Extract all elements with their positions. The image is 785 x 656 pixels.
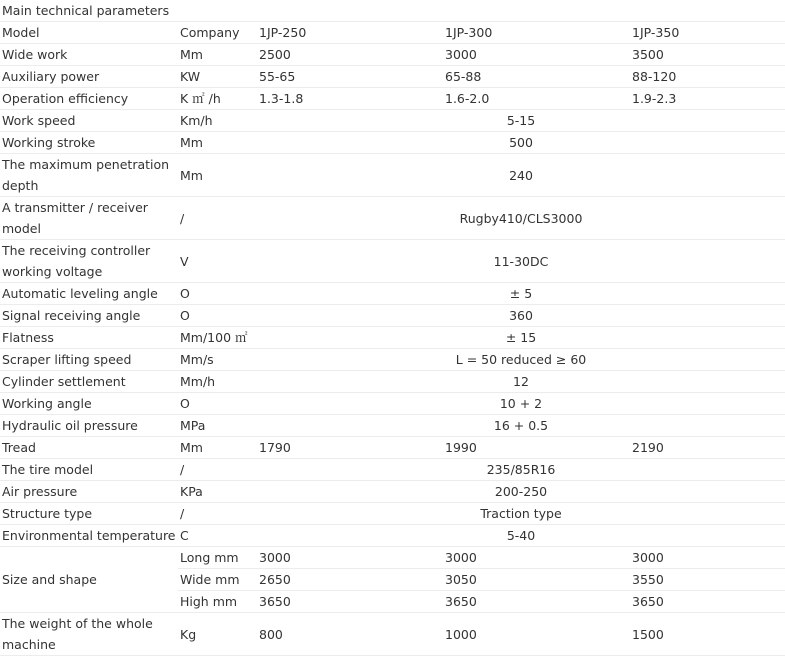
row-value: 1.9-2.3 xyxy=(630,88,785,110)
table-row xyxy=(0,88,785,110)
table-row xyxy=(0,349,785,371)
table-row xyxy=(0,525,785,547)
row-label: Signal receiving angle xyxy=(0,305,178,327)
row-unit: Wide mm xyxy=(178,569,257,591)
table-title: Main technical parameters xyxy=(0,0,785,22)
row-value: 360 xyxy=(257,305,785,327)
row-value: 65-88 xyxy=(443,66,630,88)
row-unit: Km/h xyxy=(178,110,257,132)
table-row xyxy=(0,110,785,132)
row-value: 2650 xyxy=(257,569,443,591)
table-row xyxy=(0,305,785,327)
row-label: Working angle xyxy=(0,393,178,415)
header-row xyxy=(0,22,785,44)
row-unit: V xyxy=(178,240,257,283)
row-unit: KW xyxy=(178,66,257,88)
row-value: 2190 xyxy=(630,437,785,459)
row-value: 3650 xyxy=(630,591,785,613)
table-row xyxy=(0,132,785,154)
table-row xyxy=(0,283,785,305)
row-label: Air pressure xyxy=(0,481,178,503)
row-unit: Long mm xyxy=(178,547,257,569)
row-value: ± 5 xyxy=(257,283,785,305)
row-label: Tread xyxy=(0,437,178,459)
row-unit: Mm xyxy=(178,44,257,66)
table-row xyxy=(0,197,785,240)
row-label: Automatic leveling angle xyxy=(0,283,178,305)
table-row xyxy=(0,415,785,437)
row-value: 3000 xyxy=(443,547,630,569)
row-label: Scraper lifting speed xyxy=(0,349,178,371)
row-unit: Mm/h xyxy=(178,371,257,393)
row-value: 1.6-2.0 xyxy=(443,88,630,110)
row-value: 88-120 xyxy=(630,66,785,88)
row-value: Traction type xyxy=(257,503,785,525)
row-label: Environmental temperature xyxy=(0,525,178,547)
table-row xyxy=(0,481,785,503)
table-row xyxy=(0,547,785,569)
row-value: 3000 xyxy=(257,547,443,569)
row-label: The tire model xyxy=(0,459,178,481)
model-header-1: 1JP-250 xyxy=(257,22,443,44)
table-row xyxy=(0,459,785,481)
table-row xyxy=(0,66,785,88)
row-value: 55-65 xyxy=(257,66,443,88)
row-value: 5-15 xyxy=(257,110,785,132)
table-row xyxy=(0,393,785,415)
row-value: 800 xyxy=(257,613,443,656)
row-label: Wide work xyxy=(0,44,178,66)
row-label: Hydraulic oil pressure xyxy=(0,415,178,437)
row-label: Structure type xyxy=(0,503,178,525)
table-row xyxy=(0,327,785,349)
table-row xyxy=(0,613,785,656)
row-value: 3500 xyxy=(630,44,785,66)
table-row xyxy=(0,240,785,283)
table-row xyxy=(0,154,785,197)
row-unit: KPa xyxy=(178,481,257,503)
row-value: L = 50 reduced ≥ 60 xyxy=(257,349,785,371)
row-unit: Mm xyxy=(178,132,257,154)
row-value: 500 xyxy=(257,132,785,154)
header-unit: Company xyxy=(178,22,257,44)
row-label: The weight of the whole machine xyxy=(0,613,178,656)
model-header-3: 1JP-350 xyxy=(630,22,785,44)
row-unit: O xyxy=(178,283,257,305)
row-unit: K ㎡ /h xyxy=(178,88,257,110)
row-value: 3550 xyxy=(630,569,785,591)
row-value: ± 15 xyxy=(257,327,785,349)
header-label: Model xyxy=(0,22,178,44)
row-value: 235/85R16 xyxy=(257,459,785,481)
row-unit: Mm xyxy=(178,437,257,459)
row-unit: Kg xyxy=(178,613,257,656)
row-label: The receiving controller working voltage xyxy=(0,240,178,283)
row-value: 1500 xyxy=(630,613,785,656)
row-value: 3650 xyxy=(443,591,630,613)
row-unit: High mm xyxy=(178,591,257,613)
row-label: Operation efficiency xyxy=(0,88,178,110)
row-value: 3000 xyxy=(443,44,630,66)
row-value: 1990 xyxy=(443,437,630,459)
row-label: A transmitter / receiver model xyxy=(0,197,178,240)
row-unit: / xyxy=(178,503,257,525)
table-row xyxy=(0,44,785,66)
table-row xyxy=(0,371,785,393)
row-value: 1000 xyxy=(443,613,630,656)
row-unit: Mm xyxy=(178,154,257,197)
size-label: Size and shape xyxy=(0,547,178,613)
row-value: 200-250 xyxy=(257,481,785,503)
row-label: The maximum penetration depth xyxy=(0,154,178,197)
row-value: 240 xyxy=(257,154,785,197)
row-unit: MPa xyxy=(178,415,257,437)
row-label: Working stroke xyxy=(0,132,178,154)
row-value: 10 + 2 xyxy=(257,393,785,415)
row-unit: Mm/s xyxy=(178,349,257,371)
row-unit: / xyxy=(178,459,257,481)
row-value: 3050 xyxy=(443,569,630,591)
model-header-2: 1JP-300 xyxy=(443,22,630,44)
row-value: 3000 xyxy=(630,547,785,569)
row-value: 11-30DC xyxy=(257,240,785,283)
row-unit: C xyxy=(178,525,257,547)
row-unit: / xyxy=(178,197,257,240)
title-row xyxy=(0,0,785,22)
row-value: 16 + 0.5 xyxy=(257,415,785,437)
row-value: Rugby410/CLS3000 xyxy=(257,197,785,240)
row-unit: Mm/100 ㎡ xyxy=(178,327,257,349)
row-value: 1790 xyxy=(257,437,443,459)
row-value: 2500 xyxy=(257,44,443,66)
row-unit: O xyxy=(178,393,257,415)
row-label: Work speed xyxy=(0,110,178,132)
table-row xyxy=(0,503,785,525)
row-label: Cylinder settlement xyxy=(0,371,178,393)
row-value: 5-40 xyxy=(257,525,785,547)
row-value: 12 xyxy=(257,371,785,393)
row-label: Flatness xyxy=(0,327,178,349)
row-value: 1.3-1.8 xyxy=(257,88,443,110)
row-value: 3650 xyxy=(257,591,443,613)
table-row xyxy=(0,437,785,459)
row-unit: O xyxy=(178,305,257,327)
row-label: Auxiliary power xyxy=(0,66,178,88)
